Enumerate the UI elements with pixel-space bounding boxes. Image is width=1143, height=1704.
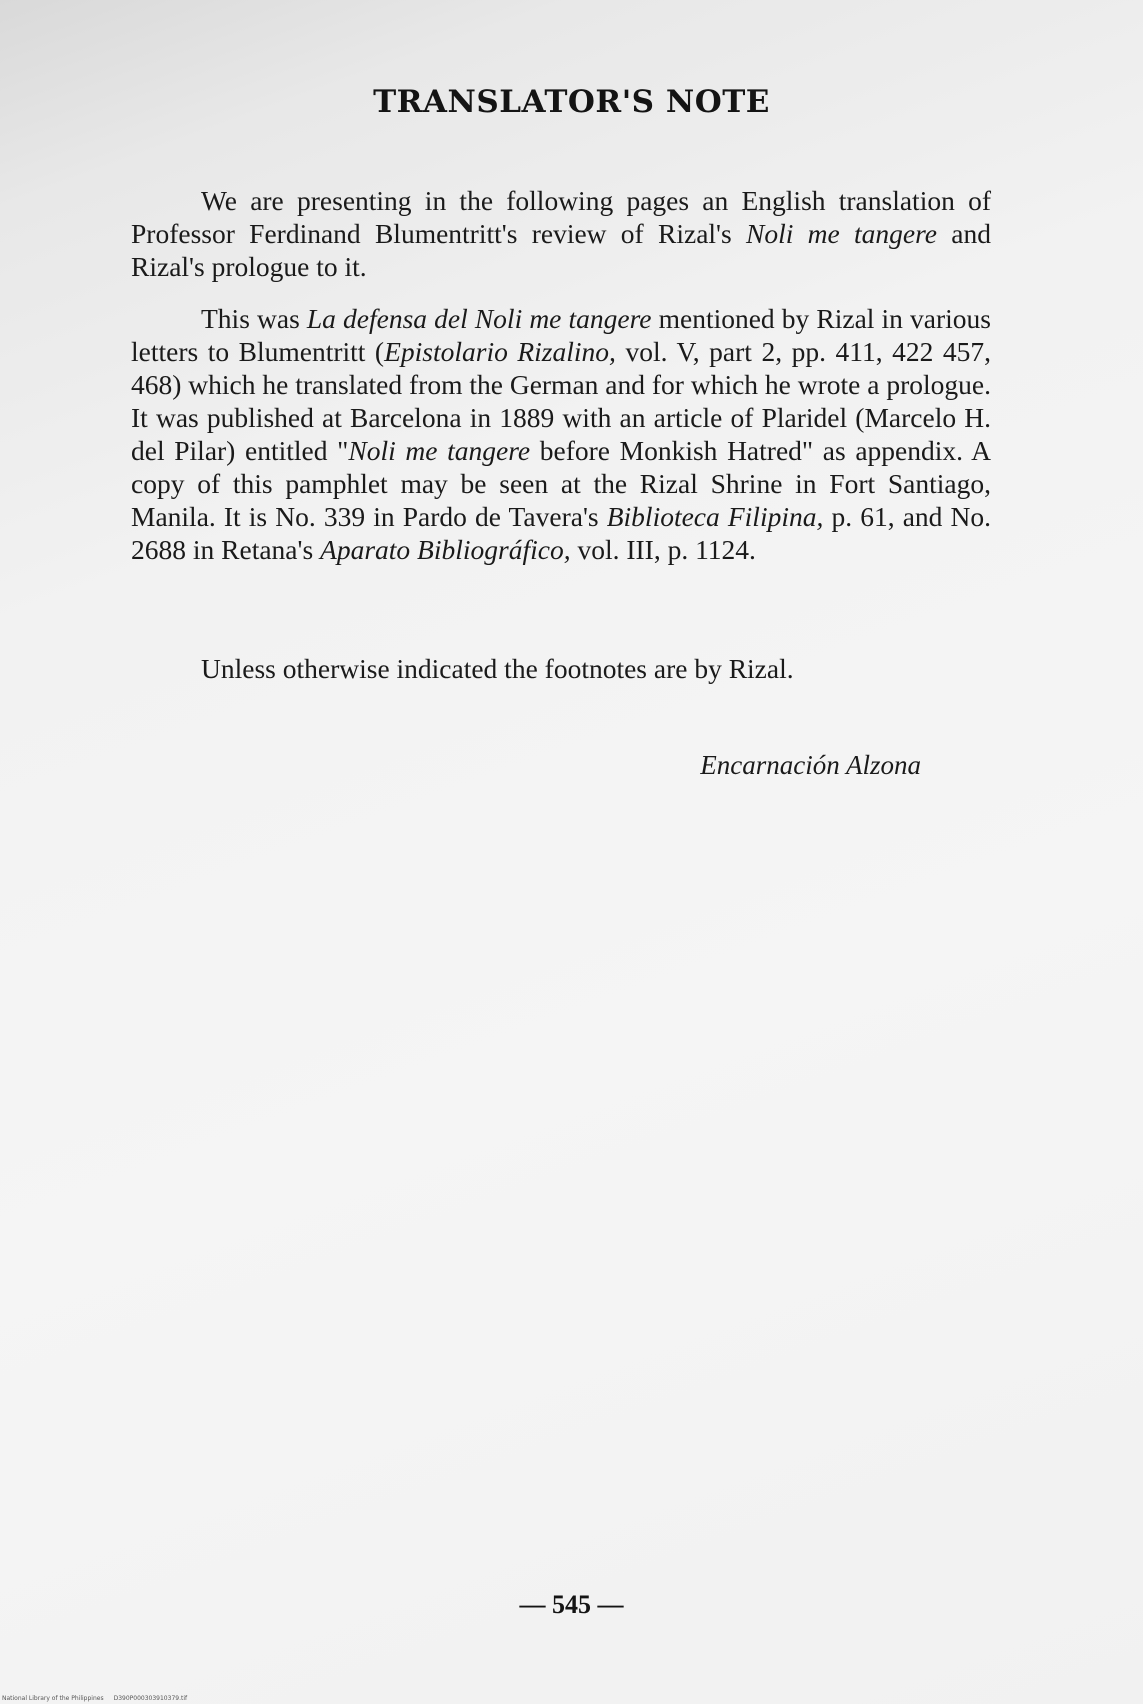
paragraph-2-i5: Aparato Bibliográfico, [320,534,571,565]
paragraph-3-text: Unless otherwise indicated the footnotes are by Rizal. [201,653,794,684]
paragraph-2-i3: Noli me tangere [348,435,531,466]
page-title: TRANSLATOR'S NOTE [373,84,770,120]
paragraph-2-t4: before Monkish Hatred" as appendix. A copy of this pamphlet may be seen at the Rizal Shrine in Fort Santiago, Manila. It is No. 339 in Pardo de Tavera's [131,435,992,532]
page-number: — 545 — [519,1590,624,1619]
paragraph-2-t2: mentioned by Rizal in various letters to Blumentritt ( [131,303,991,367]
paragraph-2-t1: This was [201,303,300,334]
paragraph-2-t3: vol. V, part 2, pp. 411, 422 457, 468) which he translated from the German and for which he wrote a prologue. It was published at Barcelona in 1889 with an article of Plaridel (Marcelo H. del Pilar) entitled " [131,336,991,466]
paragraph-2-t6: vol. III, p. 1124. [577,534,756,565]
paragraph-1-italic: Noli me tangere [746,218,937,249]
paragraph-3 [131,652,991,685]
paragraph-2-i2: Epistolario Rizalino, [384,336,616,367]
paragraph-1-end: and Rizal's prologue to it. [131,218,992,282]
paragraph-2 [131,302,991,566]
footer-code: D390P000303910379.tif [113,1695,188,1702]
paragraph-2-i1: La defensa del Noli me tangere [306,303,652,334]
paragraph-2-t5: p. 61, and No. 2688 in Retana's [131,501,992,565]
footer-credit [2,1695,197,1702]
signature: Encarnación Alzona [700,750,921,780]
paragraph-2-i4: Biblioteca Filipina, [606,501,824,532]
footer-library: National Library of the Philippines [2,1695,104,1702]
paragraph-1 [131,184,991,283]
paragraph-1-text: We are presenting in the following pages an English translation of Professor Ferdinand Blumentritt's review of Rizal's [131,185,991,249]
